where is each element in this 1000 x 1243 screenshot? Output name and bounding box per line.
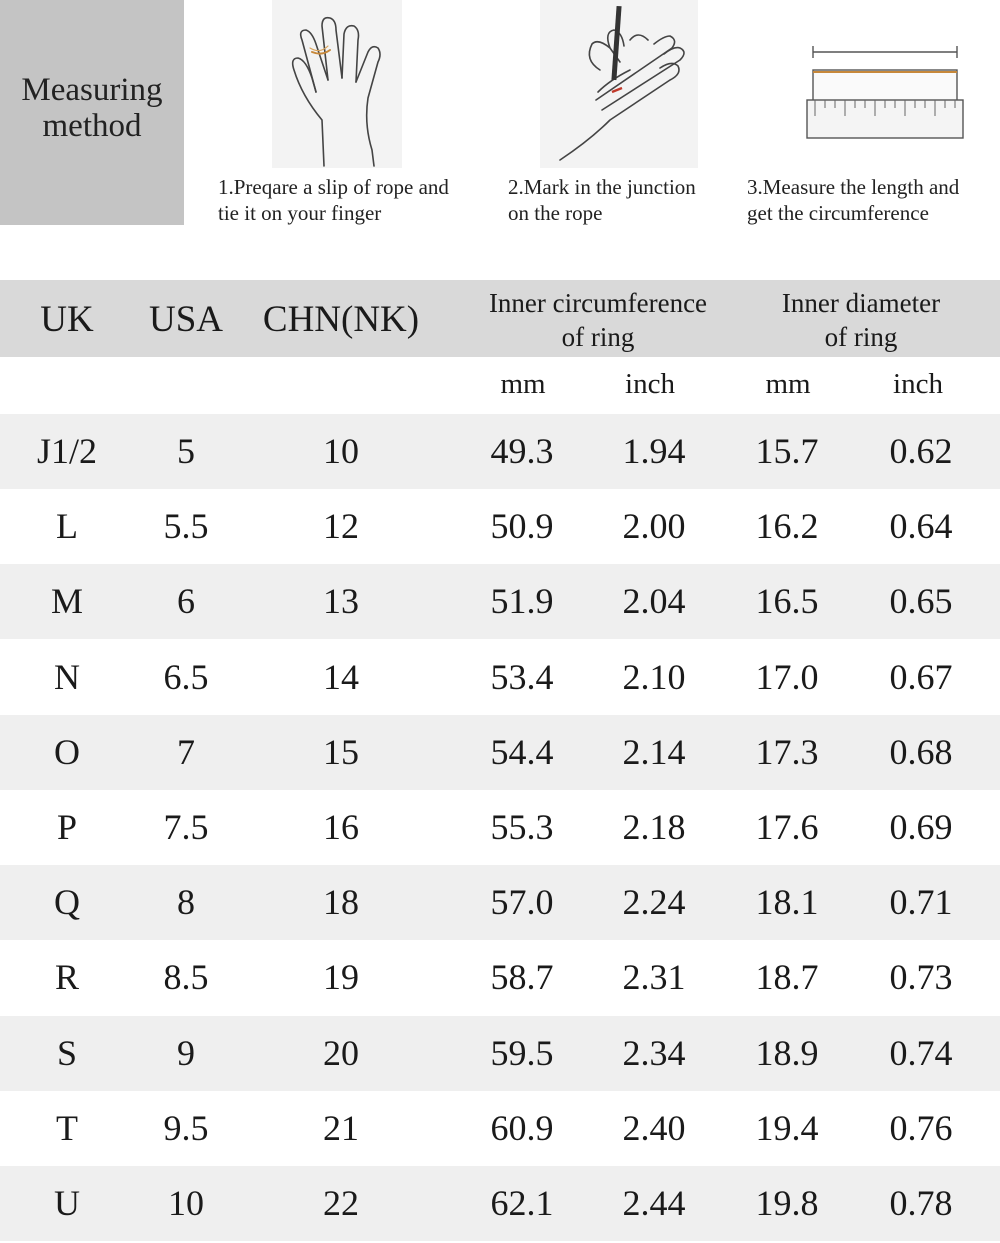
measuring-method-title: Measuring method [21, 71, 163, 144]
ruler-icon [805, 40, 965, 142]
cell-diam-inch: 0.64 [889, 506, 953, 546]
cell-chn-size: 22 [323, 1183, 359, 1223]
cell-uk-size: P [56, 807, 78, 847]
cell-circ-inch: 2.24 [622, 882, 686, 922]
cell-uk-size: S [56, 1033, 78, 1073]
cell-uk-size: Q [54, 882, 80, 922]
header-uk: UK [40, 299, 94, 340]
cell-diam-mm: 17.3 [755, 732, 819, 772]
cell-diam-inch: 0.73 [889, 957, 953, 997]
cell-diam-mm: 18.1 [755, 882, 819, 922]
table-row [0, 1016, 1000, 1091]
cell-diam-inch: 0.68 [889, 732, 953, 772]
table-row [0, 715, 1000, 790]
table-row [0, 489, 1000, 564]
cell-diam-inch: 0.74 [889, 1033, 953, 1073]
cell-diam-mm: 17.6 [755, 807, 819, 847]
header-inner-circumference: Inner circumference of ring [488, 288, 708, 352]
cell-chn-size: 18 [323, 882, 359, 922]
cell-uk-size: M [50, 581, 83, 621]
cell-chn-size: 20 [323, 1033, 359, 1073]
cell-usa-size: 5 [177, 431, 195, 471]
cell-uk-size: L [56, 506, 78, 546]
measuring-method-panel [0, 0, 184, 225]
cell-chn-size: 12 [323, 506, 359, 546]
subheader-diam-inch: inch [893, 368, 943, 400]
cell-diam-mm: 16.5 [755, 581, 819, 621]
table-row [0, 865, 1000, 940]
header-chn: CHN(NK) [262, 299, 420, 340]
cell-circ-mm: 62.1 [490, 1183, 554, 1223]
subheader-circ-inch: inch [625, 368, 675, 400]
cell-circ-inch: 2.40 [622, 1108, 686, 1148]
cell-diam-mm: 19.8 [755, 1183, 819, 1223]
cell-chn-size: 16 [323, 807, 359, 847]
step-3 [745, 0, 1000, 230]
cell-circ-inch: 2.44 [622, 1183, 686, 1223]
cell-chn-size: 19 [323, 957, 359, 997]
cell-chn-size: 10 [323, 431, 359, 471]
cell-diam-inch: 0.62 [889, 431, 953, 471]
cell-circ-mm: 49.3 [490, 431, 554, 471]
cell-usa-size: 9.5 [163, 1108, 209, 1148]
cell-chn-size: 15 [323, 732, 359, 772]
hand-pen-icon [540, 0, 698, 168]
header-usa: USA [148, 299, 224, 340]
table-row [0, 1091, 1000, 1166]
step-2-caption: 2.Mark in the junction on the rope [508, 175, 696, 225]
cell-usa-size: 9 [177, 1033, 195, 1073]
cell-circ-inch: 2.04 [622, 581, 686, 621]
cell-uk-size: N [54, 657, 80, 697]
cell-circ-inch: 1.94 [622, 431, 686, 471]
cell-diam-mm: 17.0 [755, 657, 819, 697]
step-1-caption: 1.Preqare a slip of rope and tie it on your finger [218, 175, 449, 225]
table-row [0, 564, 1000, 639]
cell-circ-inch: 2.34 [622, 1033, 686, 1073]
cell-circ-mm: 59.5 [490, 1033, 554, 1073]
cell-circ-mm: 58.7 [490, 957, 554, 997]
cell-circ-mm: 55.3 [490, 807, 554, 847]
table-row [0, 640, 1000, 715]
cell-circ-mm: 50.9 [490, 506, 554, 546]
cell-diam-inch: 0.65 [889, 581, 953, 621]
cell-usa-size: 8.5 [163, 957, 209, 997]
cell-uk-size: J1/2 [36, 431, 97, 471]
cell-circ-mm: 57.0 [490, 882, 554, 922]
cell-circ-mm: 54.4 [490, 732, 554, 772]
cell-circ-inch: 2.31 [622, 957, 686, 997]
cell-circ-inch: 2.10 [622, 657, 686, 697]
cell-usa-size: 6.5 [163, 657, 209, 697]
hand-rope-icon [272, 0, 402, 168]
step-2 [500, 0, 745, 230]
cell-diam-inch: 0.69 [889, 807, 953, 847]
table-row [0, 790, 1000, 865]
cell-diam-mm: 16.2 [755, 506, 819, 546]
cell-circ-mm: 60.9 [490, 1108, 554, 1148]
cell-circ-mm: 51.9 [490, 581, 554, 621]
header-inner-diameter: Inner diameter of ring [781, 288, 941, 352]
cell-diam-inch: 0.71 [889, 882, 953, 922]
cell-usa-size: 6 [177, 581, 195, 621]
cell-usa-size: 7 [177, 732, 195, 772]
cell-diam-mm: 18.7 [755, 957, 819, 997]
cell-circ-mm: 53.4 [490, 657, 554, 697]
step-1 [210, 0, 500, 230]
cell-diam-inch: 0.67 [889, 657, 953, 697]
cell-uk-size: R [54, 957, 79, 997]
cell-chn-size: 13 [323, 581, 359, 621]
cell-diam-inch: 0.76 [889, 1108, 953, 1148]
cell-diam-mm: 19.4 [755, 1108, 819, 1148]
cell-usa-size: 8 [177, 882, 195, 922]
cell-chn-size: 21 [323, 1108, 359, 1148]
cell-uk-size: O [54, 732, 80, 772]
cell-diam-inch: 0.78 [889, 1183, 953, 1223]
subheader-circ-mm: mm [500, 368, 546, 400]
cell-circ-inch: 2.00 [622, 506, 686, 546]
cell-diam-mm: 18.9 [755, 1033, 819, 1073]
table-row [0, 414, 1000, 489]
subheader-diam-mm: mm [765, 368, 811, 400]
cell-circ-inch: 2.18 [622, 807, 686, 847]
step-3-caption: 3.Measure the length and get the circumference [747, 175, 960, 225]
cell-usa-size: 10 [168, 1183, 204, 1223]
cell-usa-size: 7.5 [163, 807, 209, 847]
cell-chn-size: 14 [323, 657, 359, 697]
cell-uk-size: U [54, 1183, 80, 1223]
table-row [0, 1166, 1000, 1241]
cell-diam-mm: 15.7 [755, 431, 819, 471]
cell-circ-inch: 2.14 [622, 732, 686, 772]
cell-usa-size: 5.5 [163, 506, 209, 546]
table-row [0, 940, 1000, 1015]
cell-uk-size: T [56, 1108, 78, 1148]
